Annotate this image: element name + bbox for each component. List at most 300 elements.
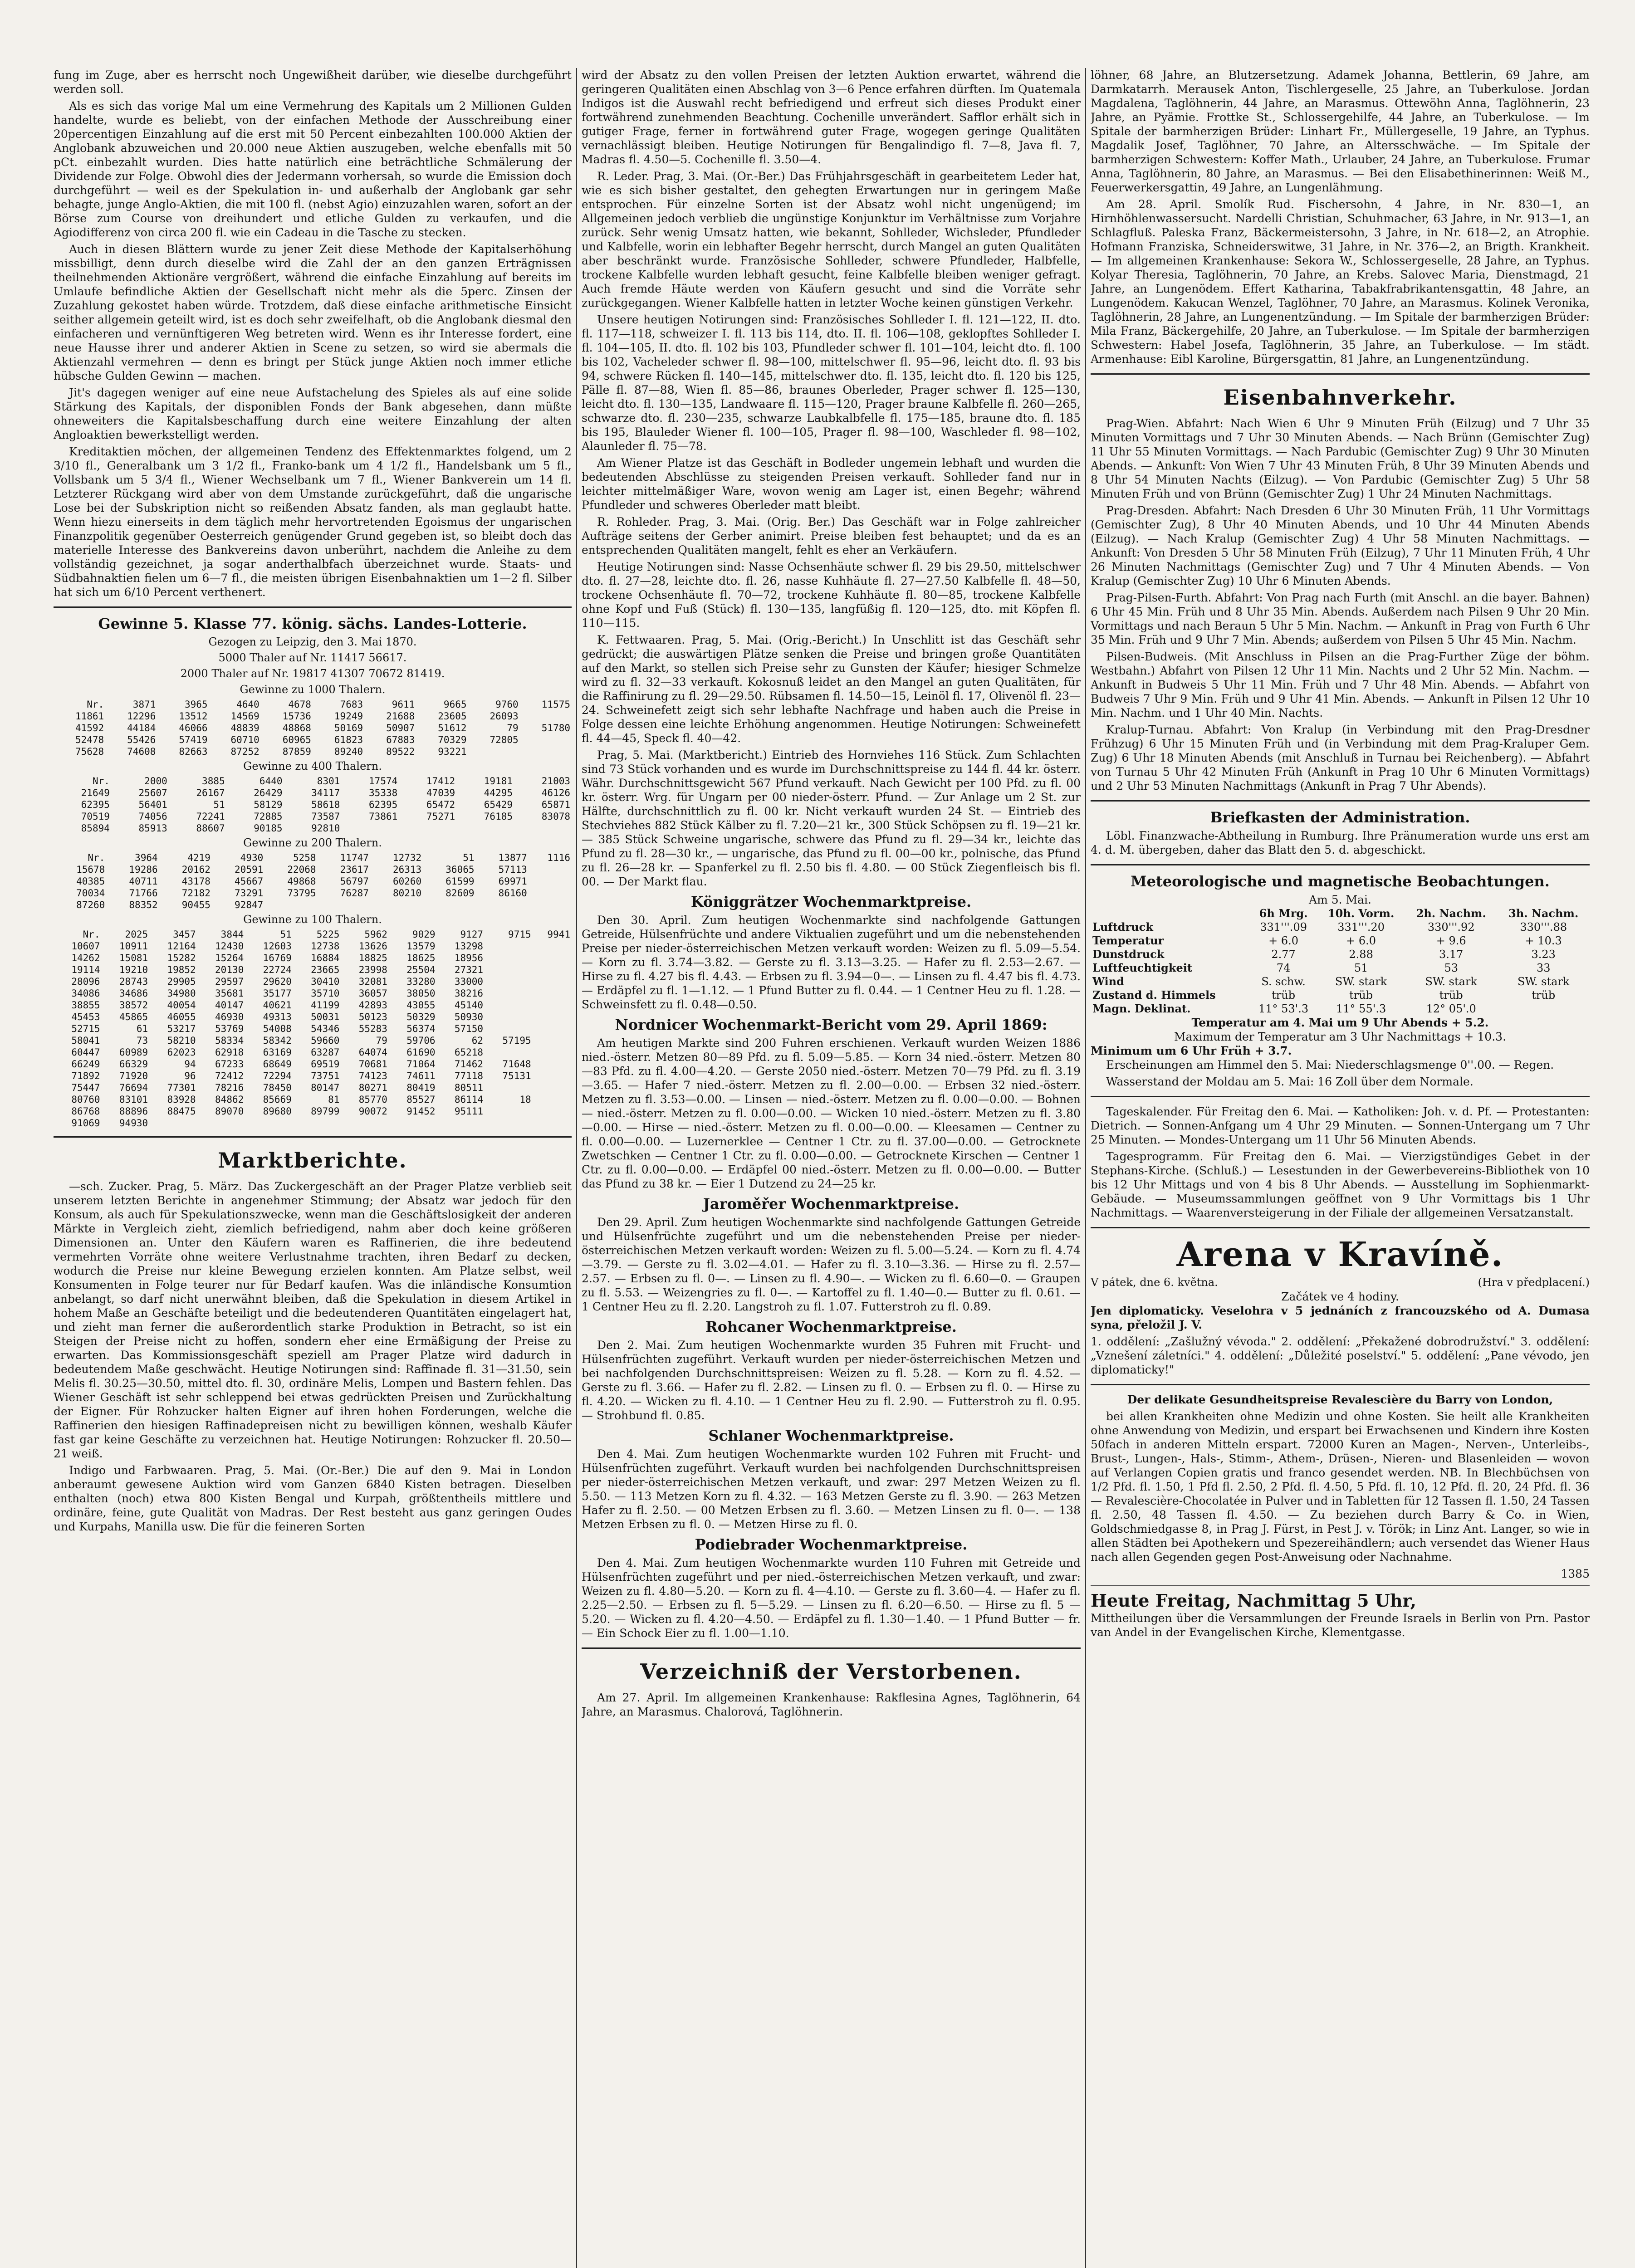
table-cell: 85913	[138, 823, 167, 834]
table-cell: 35710	[311, 988, 340, 999]
table-cell: 73587	[311, 811, 340, 822]
arena-play: Jen diplomaticky. Veselohra v 5 jednáních z francouzského od A. Dumasa syna, přeložil J. V.	[1091, 1304, 1590, 1331]
table-cell: 51780	[541, 723, 570, 733]
divider	[1091, 800, 1590, 802]
table-header-cell: 10h. Vorm.	[1327, 907, 1395, 920]
table-cell: 9760	[495, 699, 519, 710]
table-cell: 70519	[81, 811, 110, 822]
paragraph: Als es sich das vorige Mal um eine Vermehrung des Kapitals um 2 Millionen Gulden handelte, wurde es beliebt, von der einfachen Methode der Ausschreibung einer 20percentigen Einzahlung auf die erst mit 50 Percent einbezahlten 100.000 Aktien der Anglobank abzuweichen und 20.000 neue Aktien auszugeben, welche ebenfalls mit 50 pCt. einbezahlt wurden. Dies hatte natürlich eine beträchtliche Schmälerung der Dividende zur Folge. Obwohl dies der Jedermann vorhersah, so wurde die Emission doch durchgeführt — weil es der Spekulation in- und außerhalb der Anglobank gar sehr behagte, junge Anglo-Aktien, die mit 100 fl. (nebst Agio) einzuzahlen waren, sofort an der Börse zum Course von dreihundert und etliche Gulden zu verkaufen, und die Agiodifferenz von circa 200 fl. wie ein Cadeau in die Tasche zu stecken.	[54, 99, 572, 239]
table-cell: 53769	[215, 1023, 244, 1034]
lottery-table	[54, 775, 572, 834]
table-cell: 40711	[129, 876, 158, 887]
table-cell: 9665	[443, 699, 467, 710]
table-cell: 86768	[71, 1106, 100, 1117]
table-cell: 9029	[412, 929, 436, 940]
table-cell: Nr.	[87, 699, 104, 710]
table-cell: 69971	[498, 876, 527, 887]
table-cell: 80760	[71, 1094, 100, 1105]
ad-number: 1385	[1561, 1567, 1590, 1580]
table-cell: 94930	[119, 1118, 148, 1129]
table-cell: 26167	[196, 787, 225, 798]
table-cell: 19249	[334, 711, 363, 722]
table-row	[54, 1070, 572, 1082]
table-cell	[468, 746, 520, 758]
column-rule	[576, 68, 577, 2268]
table-cell: 81	[328, 1094, 340, 1105]
table-cell: 4930	[240, 852, 264, 863]
table-cell: 87260	[76, 899, 105, 910]
table-cell: 23605	[438, 711, 467, 722]
table-cell: 51	[213, 799, 225, 810]
table-cell: + 9.6	[1436, 934, 1466, 947]
table-cell: 36057	[358, 988, 387, 999]
table-row	[54, 1023, 572, 1035]
lottery-top: 2000 Thaler auf Nr. 19817 41307 70672 81419.	[180, 667, 445, 680]
table-cell: 72885	[254, 811, 283, 822]
table-row	[54, 1011, 572, 1023]
meteo-date: Am 5. Mai.	[1309, 893, 1371, 906]
table-cell: 74056	[138, 811, 167, 822]
table-cell: 50930	[454, 1012, 484, 1022]
table-cell: 80271	[358, 1082, 387, 1093]
ad-heute-text: Mittheilungen über die Versammlungen der Freunde Israels in Berlin von Prn. Pastor van Andel in der Evangelischen Kirche, Klementgasse.	[1091, 1612, 1590, 1639]
lottery-title: Gewinne 5. Klasse 77. könig. sächs. Landes-Lotterie.	[98, 615, 527, 632]
table-cell: 10607	[71, 941, 100, 952]
table-cell: 75447	[71, 1082, 100, 1093]
table-cell: 11° 55'.3	[1336, 1002, 1386, 1015]
table-cell: 79	[507, 723, 519, 733]
table-cell: 92810	[311, 823, 340, 834]
ad-heute-title: Heute Freitag, Nachmittag 5 Uhr,	[1091, 1590, 1417, 1611]
section-title-eisenbahn: Eisenbahnverkehr.	[1223, 385, 1457, 410]
table-cell: Nr.	[92, 776, 110, 787]
meteo-note: Maximum der Temperatur am 3 Uhr Nachmittags + 10.3.	[1174, 1030, 1507, 1043]
table-cell: 57195	[502, 1035, 531, 1046]
table-cell: 93221	[438, 746, 467, 757]
table-cell: Luftdruck	[1092, 920, 1153, 934]
table-cell: 15678	[76, 864, 105, 875]
table-cell: 60965	[282, 734, 311, 745]
table-cell: 13877	[498, 852, 527, 863]
table-cell: 28743	[119, 976, 148, 987]
table-cell: 2.77	[1271, 948, 1296, 961]
table-cell: 38572	[119, 1000, 148, 1011]
table-cell: 17574	[369, 776, 398, 787]
table-cell: 52478	[75, 734, 104, 745]
table-cell: 89799	[311, 1106, 340, 1117]
table-cell: 80511	[454, 1082, 484, 1093]
table-cell: Dunstdruck	[1092, 948, 1165, 961]
table-cell: 38855	[71, 1000, 100, 1011]
table-cell: 40054	[167, 1000, 196, 1011]
table-cell: Magn. Deklinat.	[1092, 1002, 1191, 1015]
table-cell: 2.88	[1349, 948, 1373, 961]
table-cell: 61823	[334, 734, 363, 745]
table-row	[1091, 1002, 1590, 1016]
table-cell: 26429	[254, 787, 283, 798]
table-row	[1091, 975, 1590, 988]
table-cell: 42893	[358, 1000, 387, 1011]
table-row	[54, 710, 572, 722]
table-row	[1091, 920, 1590, 934]
table-row	[54, 699, 572, 710]
table-cell: 2025	[125, 929, 148, 940]
table-cell: 73	[136, 1035, 148, 1046]
table-cell: 44295	[484, 787, 513, 798]
table-cell: 3964	[135, 852, 158, 863]
table-cell: 88896	[119, 1106, 148, 1117]
table-cell: 65429	[484, 799, 513, 810]
table-row	[1091, 988, 1590, 1002]
table-cell: 58334	[215, 1035, 244, 1046]
table-cell: 1116	[547, 852, 570, 863]
paragraph: Am 27. April. Im allgemeinen Krankenhause: Rakflesina Agnes, Taglöhnerin, 64 Jahre, an Marasmus. Chalorová, Taglöhnerin.	[582, 1691, 1081, 1718]
table-cell: 27321	[454, 964, 484, 975]
table-cell: 26093	[490, 711, 519, 722]
table-cell: 70034	[76, 888, 105, 899]
table-cell: 11747	[340, 852, 369, 863]
table-cell: 54008	[263, 1023, 292, 1034]
table-cell: 78450	[263, 1082, 292, 1093]
table-cell: 19852	[167, 964, 196, 975]
table-cell: 78216	[215, 1082, 244, 1093]
table-cell: 74611	[406, 1070, 436, 1081]
table-cell: 20591	[235, 864, 264, 875]
table-cell: 76185	[484, 811, 513, 822]
paragraph: Am Wiener Platze ist das Geschäft in Bodleder ungemein lebhaft und wurden die bedeutenden Abschlüsse zu steigenden Preisen verkauft. Sohlleder fand nur in leichter mittelmäßiger Ware, wovon wenig am Lager ist, einen Begehr; während Pfundleder und schweres Oberleder matt bleibt.	[582, 456, 1081, 512]
arena-start: Začátek ve 4 hodiny.	[1281, 1290, 1399, 1303]
table-row	[1091, 961, 1590, 975]
table-cell: 3965	[184, 699, 208, 710]
lottery-group: Gewinne zu 400 Thalern.	[243, 760, 382, 772]
lottery-group: Gewinne zu 100 Thalern.	[243, 913, 382, 926]
table-cell: 18	[519, 1094, 531, 1105]
table-cell: 68649	[263, 1059, 292, 1070]
table-cell: 28096	[71, 976, 100, 987]
table-cell: 13298	[454, 941, 484, 952]
table-cell: 34117	[311, 787, 340, 798]
table-cell: 75628	[75, 746, 104, 757]
paragraph: Auch in diesen Blättern wurde zu jener Zeit diese Methode der Kapitalserhöhung missbilligt, denn durch dieselbe wird die Zahl der an den ganzen Erträgnissen theilnehmenden Aktionäre vergrößert, während die einfache Einzahlung auf bereits im Umlaufe befindliche Aktien der Gesellschaft nicht mehr als die 5perc. Zinsen der Zuzahlung gekostet haben würde. Trotzdem, daß diese einfache arithmetische Einsicht seither allgemein geteilt wird, ist es doch sehr zweifelhaft, ob die Anglobank diesmal den einfacheren und vernünftigeren Weg betreten wird. Wenn es ihr Interesse fordert, eine neue Hausse ihrer und anderer Aktien in Scene zu setzen, so wird sie abermals die Aktienzahl vermehren — denn es bringt per Stück junge Aktien noch immer etliche hübsche Gulden Gewinn — machen.	[54, 243, 572, 382]
table-cell: 12738	[311, 941, 340, 952]
table-cell: 13626	[358, 941, 387, 952]
paragraph: Den 4. Mai. Zum heutigen Wochenmarkte wurden 110 Fuhren mit Getreide und Hülsenfrüchten zugeführt und per nied.-österreichischen Metzen verkauft, und zwar: Weizen zu fl. 4.80—5.20. — Korn zu fl. 4—4.10. — Gerste zu fl. 3.60—4. — Hafer zu fl. 2.25—2.50. — Erbsen zu fl. 5—5.29. — Linsen zu fl. 6.20—6.50. — Hirse zu fl. 5 — 5.20. — Wicken zu fl. 4.20—4.50. — Erdäpfel zu fl. 1.30—1.40. — 1 Pfund Butter — fr. — Ein Schock Eier zu fl. 1.00—1.10.	[582, 1556, 1081, 1640]
table-cell: 50169	[334, 723, 363, 733]
table-cell: Nr.	[88, 852, 105, 863]
table-cell: 89240	[334, 746, 363, 757]
paragraph: Den 2. Mai. Zum heutigen Wochenmarkte wurden 35 Fuhren mit Frucht- und Hülsenfrüchten zugeführt. Verkauft wurden per nieder-österreichischen Metzen und bei nachfolgenden Durchschnittspreisen: Weizen zu fl. 5.28. — Korn zu fl. 4.52. — Gerste zu fl. 3.66. — Hafer zu fl. 2.82. — Linsen zu fl. 0. — Erbsen zu fl. 0. — Hirse zu fl. 4.20. — Wicken zu fl. 4.10. — 1 Centner Heu zu fl. 2.90. — Futterstroh zu fl. 0.95. — Strohbund fl. 0.85.	[582, 1339, 1081, 1422]
table-cell: 45667	[235, 876, 264, 887]
table-cell: 22068	[287, 864, 316, 875]
table-cell: 55283	[358, 1023, 387, 1034]
table-cell: 62	[471, 1035, 484, 1046]
table-row	[54, 952, 572, 964]
table-cell: 56374	[406, 1023, 436, 1034]
paragraph: wird der Absatz zu den vollen Preisen der letzten Auktion erwartet, während die geringeren Qualitäten einen Abschlag von 3—6 Pence erfahren dürften. Im Quatemala Indigos ist die Auswahl recht befriedigend und erfreut sich dieses Produkt einer fortwährend zunehmenden Beachtung. Cochenille unverändert. Safflor erhält sich in gutiger Frage, ferner in fortwährend guter Frage, wogegen geringe Qualitäten vernachlässigt bleiben. Heutige Notirungen für Bengalindigo fl. 7—8, Java fl. 7, Madras fl. 4.50—5. Cochenille fl. 3.50—4.	[582, 68, 1081, 166]
table-cell: 25504	[406, 964, 436, 975]
table-cell: 11° 53'.3	[1258, 1002, 1309, 1015]
table-cell: 16769	[263, 953, 292, 963]
table-cell: trüb	[1272, 989, 1296, 1002]
table-row	[54, 864, 572, 875]
meteo-note: Minimum um 6 Uhr Früh + 3.7.	[1091, 1044, 1292, 1057]
table-cell: 22724	[263, 964, 292, 975]
paragraph: Prag-Pilsen-Furth. Abfahrt: Von Prag nach Furth (mit Anschl. an die bayer. Bahnen) 6 Uhr 45 Min. Früh und 8 Uhr 35 Min. Abends. Außerdem nach Pilsen 9 Uhr 20 Min. Vormittags und nach Beraun 5 Uhr 5 Min. Nachm. — Ankunft in Prag von Furth 6 Uhr 35 Min. Früh und 9 Uhr 7 Min. Abends; außerdem von Pilsen 5 Uhr 45 Min. Nachm.	[1091, 591, 1590, 646]
table-cell: 82609	[445, 888, 475, 899]
table-cell: 73751	[311, 1070, 340, 1081]
table-cell: 4640	[236, 699, 259, 710]
table-cell: 38050	[406, 988, 436, 999]
table-cell: 26313	[392, 864, 422, 875]
table-cell: 19210	[119, 964, 148, 975]
table-cell: 18625	[406, 953, 436, 963]
table-cell: 32081	[358, 976, 387, 987]
table-header-cell: 3h. Nachm.	[1508, 907, 1579, 920]
table-cell: 49313	[263, 1012, 292, 1022]
table-cell: 88352	[129, 899, 158, 910]
table-row	[54, 940, 572, 952]
table-cell: 72805	[490, 734, 519, 745]
table-cell: 3.23	[1531, 948, 1556, 961]
table-cell: 72241	[196, 811, 225, 822]
table-cell: 19286	[129, 864, 158, 875]
table-cell: 69519	[311, 1059, 340, 1070]
table-cell: 71766	[129, 888, 158, 899]
table-cell: 57419	[179, 734, 208, 745]
market-title: Jaroměřer Wochenmarktpreise.	[703, 1195, 959, 1212]
table-cell: 3844	[220, 929, 244, 940]
table-cell: Temperatur	[1092, 934, 1164, 947]
table-cell: 20162	[181, 864, 210, 875]
table-cell: 41199	[311, 1000, 340, 1011]
table-cell: 90072	[358, 1106, 387, 1117]
table-cell: 23617	[340, 864, 369, 875]
table-cell: 89680	[263, 1106, 292, 1117]
table-cell: 61690	[406, 1047, 436, 1058]
table-cell: SW. stark	[1425, 975, 1477, 988]
table-cell: 84862	[215, 1094, 244, 1105]
table-cell: trüb	[1532, 989, 1556, 1002]
lottery-table	[54, 852, 572, 911]
table-row	[54, 929, 572, 940]
table-cell: 60989	[119, 1047, 148, 1058]
table-row	[54, 746, 572, 758]
paragraph: Tageskalender. Für Freitag den 6. Mai. — Katholiken: Joh. v. d. Pf. — Protestanten: Dietrich. — Sonnen-Anfgang um 4 Uhr 29 Minuten. — Sonnen-Untergang um 7 Uhr 25 Minuten. — Mondes-Untergang um 11 Uhr 56 Minuten Abends.	[1091, 1105, 1590, 1146]
table-cell: 15282	[167, 953, 196, 963]
table-cell: 10911	[119, 941, 148, 952]
table-cell: 52715	[71, 1023, 100, 1034]
table-row	[54, 1058, 572, 1070]
table-cell: 62395	[81, 799, 110, 810]
table-cell: 63287	[311, 1047, 340, 1058]
table-cell: 29620	[263, 976, 292, 987]
table-cell: 91069	[71, 1118, 100, 1129]
table-cell: 3457	[173, 929, 196, 940]
paragraph: löhner, 68 Jahre, an Blutzersetzung. Adamek Johanna, Bettlerin, 69 Jahre, am Darmkatarrh. Merausek Anton, Tischlergeselle, 25 Jahre, an Tuberkulose. Jordan Magdalena, Taglöhnerin, 44 Jahre, an Marasmus. Ottewöhn Anna, Taglöhnerin, 23 Jahre, an Pyämie. Frottke St., Schlossergehilfe, 44 Jahre, an Tuberkulose. — Im Spitale der barmherzigen Brüder: Linhart Fr., Müllergeselle, 19 Jahre, an Typhus. Magdalik Josef, Taglöhner, 70 Jahre, an Altersschwäche. — Im Spitale der barmherzigen Schwestern: Koffer Math., Urlauber, 24 Jahre, an Tuberkulose. Frumar Anna, Taglöhnerin, 80 Jahre, an Marasmus. — Bei den Elisabethinerinnen: Weiß M., Feuerwerkersgattin, 49 Jahre, an Lungenlähmung.	[1091, 68, 1590, 194]
table-cell: 71920	[119, 1070, 148, 1081]
divider	[1091, 1585, 1590, 1586]
table-cell: 47039	[426, 787, 455, 798]
divider	[1091, 373, 1590, 375]
table-cell: 19181	[484, 776, 513, 787]
table-cell: 29597	[215, 976, 244, 987]
table-cell: 2000	[144, 776, 167, 787]
table-cell: 46066	[179, 723, 208, 733]
ad-title: Der delikate Gesundheitspreise Revalescière du Barry von London,	[1127, 1393, 1553, 1406]
market-title: Rohcaner Wochenmarktpreise.	[705, 1318, 957, 1335]
table-cell: 11861	[75, 711, 104, 722]
section-title-meteorologie: Meteorologische und magnetische Beobachtungen.	[1131, 873, 1550, 890]
arena-subline	[1091, 1276, 1590, 1290]
table-row	[54, 899, 572, 911]
table-cell: Zustand d. Himmels	[1092, 988, 1216, 1002]
table-cell: 83101	[119, 1094, 148, 1105]
meteo-body	[1091, 920, 1590, 1016]
table-cell: 35177	[263, 988, 292, 999]
table-cell: 96	[184, 1070, 196, 1081]
table-cell: 50329	[406, 1012, 436, 1022]
table-cell: 12430	[215, 941, 244, 952]
table-cell: 71892	[71, 1070, 100, 1081]
lottery-table	[54, 929, 572, 1129]
table-cell: 85527	[406, 1094, 436, 1105]
table-cell: 56797	[340, 876, 369, 887]
table-cell: 85669	[263, 1094, 292, 1105]
table-cell: 33280	[406, 976, 436, 987]
table-cell: 73291	[235, 888, 264, 899]
divider	[54, 606, 572, 608]
table-cell: 62023	[167, 1047, 196, 1058]
table-cell: 90185	[254, 823, 283, 834]
table-cell: 57150	[454, 1023, 484, 1034]
table-cell: 36065	[445, 864, 475, 875]
table-cell: + 6.0	[1268, 934, 1299, 947]
paragraph: Indigo und Farbwaaren. Prag, 5. Mai. (Or.-Ber.) Die auf den 9. Mai in London anberaumt gewesene Auktion wird vom Ganzen 6840 Kisten betragen. Dieselben enthalten (noch) etwa 800 Kisten Bengal und Kurpah, größtentheils mittlere und ordinäre, feine, gute Qualität von Madras. Der Rest besteht aus ganz geringen Oudes und Kurpahs, Manilla usw. Die für die feineren Sorten	[54, 1464, 572, 1533]
table-row	[54, 887, 572, 899]
table-cell: 62395	[369, 799, 398, 810]
table-cell: 34980	[167, 988, 196, 999]
table-cell: 91452	[406, 1106, 436, 1117]
section-title-marktberichte: Marktberichte.	[218, 1148, 407, 1173]
paragraph: K. Fettwaaren. Prag, 5. Mai. (Orig.-Bericht.) In Unschlitt ist das Geschäft sehr gedrückt; die auswärtigen Plätze senken die Preise und bringen große Quantitäten auf den Markt, so stellen sich Preise sehr zu Gunsten der Käufer; hiesiger Schmelze wird zu fl. 32—33 verkauft. Kokosnuß leidet an den Mangel an guten Qualitäten, für die Raffinirung zu fl. 29—29.50. Rübsamen fl. 14.50—15, Leinöl fl. 17, Olivenöl fl. 23—24. Schweinefett zeigt sich sehr lebhafte Nachfrage und haben auch die Preise in Folge dessen eine leichte Erhöhung angenommen. Heutige Notirungen: Schweinefett fl. 44—45, Speck fl. 40—42.	[582, 633, 1081, 745]
meteo-note: Erscheinungen am Himmel den 5. Mai: Niederschlagsmenge 0''.00. — Regen.	[1106, 1058, 1554, 1071]
table-cell: 87252	[230, 746, 259, 757]
table-cell: 40147	[215, 1000, 244, 1011]
table-row	[54, 775, 572, 787]
table-cell: 330'''.92	[1427, 921, 1475, 934]
table-cell: 71462	[454, 1059, 484, 1070]
paragraph: Pilsen-Budweis. (Mit Anschluss in Pilsen an die Prag-Further Züge der böhm. Westbahn.) Abfahrt von Pilsen 12 Uhr 11 Min. Nachts und 2 Uhr 52 Min. Nachm. — Ankunft in Budweis 5 Uhr 11 Min. Früh und 7 Uhr 48 Min. Abends. — Abfahrt von Budweis 7 Uhr 9 Min. Früh und 9 Uhr 41 Min. Abends. — Ankunft in Pilsen 12 Uhr 10 Min. Nachm. und 1 Uhr 40 Min. Nachts.	[1091, 650, 1590, 719]
table-cell: 12732	[392, 852, 422, 863]
table-row	[54, 999, 572, 1011]
table-cell: + 6.0	[1346, 934, 1376, 947]
paragraph: Den 30. April. Zum heutigen Wochenmarkte sind nachfolgende Gattungen Getreide, Hülsenfrüchte und andere Viktualien zugeführt und um die nebenstehenden Preise per nieder-österreichischen Metzen verkauft worden: Weizen zu fl. 5.09—5.54. — Korn zu fl. 3.74—3.82. — Gerste zu fl. 3.13—3.25. — Hafer zu fl. 2.53—2.67. — Hirse zu fl. 4.27 bis fl. 4.43. — Erbsen zu fl. 3.94—0—. — Linsen zu fl. 4.47 bis fl. 4.73. — Erdäpfel zu fl. 1—1.12. — 1 Pfund Butter zu fl. 0.44. — 1 Centner Heu zu fl. 1.28. — Schweinsfett zu fl. 0.48—0.50.	[582, 914, 1081, 1011]
market-title: Königgrätzer Wochenmarktpreise.	[690, 893, 972, 910]
table-cell: 12164	[167, 941, 196, 952]
table-cell: 74	[1276, 962, 1291, 974]
table-cell: 43055	[406, 1000, 436, 1011]
table-cell: 72182	[181, 888, 210, 899]
section-title-briefkasten: Briefkasten der Administration.	[1210, 809, 1470, 826]
table-cell: 23998	[358, 964, 387, 975]
arena-title: Arena v Kravíně.	[1176, 1235, 1504, 1274]
table-header-cell	[1091, 907, 1250, 920]
table-cell: 46055	[167, 1012, 196, 1022]
table-row	[54, 1046, 572, 1058]
paragraph: Heutige Notirungen sind: Nasse Ochsenhäute schwer fl. 29 bis 29.50, mittelschwer dto. fl. 27—28, leichte dto. fl. 26, nasse Kuhhäute fl. 27—27.50 Kalbfelle fl. 48—50, trockene Ochsenhäute fl. 70—72, trockene Kuhhäute fl. 80—85, trockene Kalbfelle ohne Kopf und Fuß (Stück) fl. 130—135, langfüßig fl. 120—125, dto. mit Köpfen fl. 110—115.	[582, 560, 1081, 630]
table-cell: 12603	[263, 941, 292, 952]
table-cell: trüb	[1439, 989, 1463, 1002]
lottery-group: Gewinne zu 200 Thalern.	[243, 836, 382, 849]
table-row	[1091, 934, 1590, 948]
paragraph: —sch. Zucker. Prag, 5. März. Das Zuckergeschäft an der Prager Platze verblieb seit unserem letzten Berichte in angenehmer Stimmung; der Absatz war jedoch für den Konsum, als auch für Spekulationszwecke, wenn man die Geschäftslosigkeit der anderen Märkte in Vergleich zieht, ziemlich befriedigend, nahm aber doch keine größeren Dimensionen an. Unter den Käufern waren es Raffinerien, die ihre bedeutend vermehrten Vorräte ohne weitere Verlustnahme trachten, ihren Bedarf zu decken, wodurch die Preise nur kleine Bewegung erzielen konnten. Am Platze selbst, weil Konsumenten in Folge teurer nur für Bedarf kaufen. Was die inländische Konsumtion anbelangt, so darf nicht unerwähnt bleiben, daß die Spekulation in diesem Artikel in hohem Maße an Geschäfte beteiligt und die bedeutenderen Quantitäten eingelagert hat, und zieht man ferner die außerordentlich starke Produktion in Betracht, so ist ein Steigen der Preise nicht zu hoffen, sondern eher eine Ermäßigung der Preise zu erwarten. Das Kommissionsgeschäft speziell am Prager Platze wird dadurch in bedeutendem Maße geschwächt. Heutige Notirungen sind: Raffinade fl. 31—31.50, sein Melis fl. 30.25—30.50, mittel dto. fl. 30, ordinäre Melis, Lompen und Bastern fehlen. Das Wiener Geschäft ist sehr schleppend bei etwas gedrückten Preisen und Zurückhaltung der Eigner. Für Rohzucker halten Eigner auf ihren hohen Forderungen, welche die Raffinerien den hiesigen Raffinadepreisen nicht zu bewilligen können, weshalb Käufer fast gar keine Geschäfte zu verzeichnen hat. Heutige Notirungen: Rohzucker fl. 20.50—21 weiß.	[54, 1180, 572, 1460]
table-cell: 5258	[293, 852, 316, 863]
table-cell: 20130	[215, 964, 244, 975]
table-cell: 86114	[454, 1094, 484, 1105]
table-cell: 89070	[215, 1106, 244, 1117]
table-row	[54, 787, 572, 799]
table-cell: 87859	[282, 746, 311, 757]
table-cell: 43178	[181, 876, 210, 887]
divider	[1091, 1227, 1590, 1228]
table-cell: 57113	[498, 864, 527, 875]
column-3	[1091, 68, 1590, 2268]
lottery-group: Gewinne zu 1000 Thalern.	[240, 683, 386, 696]
table-cell: 60447	[71, 1047, 100, 1058]
table-cell: 48868	[282, 723, 311, 733]
table-cell: 59660	[311, 1035, 340, 1046]
table-cell: 21649	[81, 787, 110, 798]
table-cell: 331'''.20	[1337, 921, 1385, 934]
table-cell: 11575	[541, 699, 570, 710]
paragraph: fung im Zuge, aber es herrscht noch Ungewißheit darüber, wie dieselbe durchgeführt werden soll.	[54, 68, 572, 96]
paragraph: Löbl. Finanzwache-Abtheilung in Rumburg. Ihre Pränumeration wurde uns erst am 4. d. M. übergeben, daher das Blatt den 5. d. abgeschickt.	[1091, 829, 1590, 856]
table-cell: 35338	[369, 787, 398, 798]
table-row	[54, 1094, 572, 1105]
table-cell: 63169	[263, 1047, 292, 1058]
meteo-header	[1091, 907, 1590, 920]
table-cell: 34086	[71, 988, 100, 999]
table-cell: 8301	[317, 776, 340, 787]
table-cell: 65871	[541, 799, 570, 810]
table-cell: 79	[376, 1035, 387, 1046]
table-cell: 60710	[230, 734, 259, 745]
meteo-note: Temperatur am 4. Mai um 9 Uhr Abends + 5.2.	[1191, 1016, 1489, 1029]
table-cell: 51612	[438, 723, 467, 733]
table-cell: 77118	[454, 1070, 484, 1081]
table-cell: 61	[136, 1023, 148, 1034]
paragraph: Unsere heutigen Notirungen sind: Französisches Sohlleder I. fl. 121—122, II. dto. fl. 117—118, schweizer I. fl. 113 bis 114, dto. II. fl. 106—108, geklopftes Sohlleder I. fl. 104—105, II. dto. fl. 102 bis 103, Pfundleder schwer fl. 101—104, leicht dto. fl. 100 bis 102, Vacheleder schwer fl. 98—100, mittelschwer fl. 95—96, leicht dto. fl. 93 bis 94, schwere Rücken fl. 140—145, mittelschwer dto. fl. 135, leicht dto. fl. 120 bis 125, Pälle fl. 87—88, Wien fl. 85—86, braunes Oberleder, Prager schwer fl. 125—130, leicht dto. fl. 130—135, Landwaare fl. 115—120, Prager braune Kalbfelle fl. 260—265, schwarze dto. fl. 230—235, schwarze Laubkalbfelle fl. 175—185, braune dto. fl. 185 bis 195, Blauleder Wiener fl. 100—105, Prager fl. 98—100, Waschleder fl. 98—102, Alaunleder fl. 75—78.	[582, 313, 1081, 453]
table-cell: 38216	[454, 988, 484, 999]
table-cell: 51	[463, 852, 475, 863]
table-cell: 40385	[76, 876, 105, 887]
table-cell: 330'''.88	[1520, 921, 1567, 934]
paragraph: Den 29. April. Zum heutigen Wochenmarkte sind nachfolgende Gattungen Getreide und Hülsenfrüchte zugeführt und um die nebenstehenden Preise per nieder-österreichischen Metzen verkauft worden: Weizen zu fl. 5.00—5.24. — Korn zu fl. 4.74—3.79. — Gerste zu fl. 3.02—4.01. — Hafer zu fl. 3.10—3.36. — Hirse zu fl. 2.57—2.57. — Erbsen zu fl. 0—. — Linsen zu fl. 4.90—. — Wicken zu fl. 6.60—0. — Graupen zu fl. 5.53. — Weizengries zu fl. 0—. — Kartoffel zu fl. 1.40—0.— Butter zu fl. 0.61. — 1 Centner Heu zu fl. 2.20. Langstroh zu fl. 1.07. Futterstroh zu fl. 0.89.	[582, 1216, 1081, 1313]
table-cell: 21003	[541, 776, 570, 787]
divider	[1091, 1096, 1590, 1097]
table-row	[54, 987, 572, 999]
table-cell: 50907	[386, 723, 415, 733]
table-row	[54, 822, 572, 834]
table-row	[54, 1035, 572, 1046]
paragraph: Prag, 5. Mai. (Marktbericht.) Eintrieb des Hornviehes 116 Stück. Zum Schlachten sind 73 Stück vorhanden und es wurde im Durchschnittspreise zu 144 fl. 44 kr. österr. Währ. Durchschnittsgewicht 567 Pfund verkauft. Nach Gewicht per 100 Pfd. zu fl. 00 kr. österr. Wrg. für Ungarn per 00 nieder-österr. Pfund. — Zur Anlage um 2 St. zur Hälfte, durchschnittlich zu fl. 00 kr. Nicht verkauft wurden 24 St. — Eintrieb des Stechviehes 882 Stück Kälber zu fl. 7.20—21 kr., 300 Stück Schöpsen zu fl. 19—21 kr. — 385 Stück Schweine ungarische, schwere das Pfund zu fl. 29—34 kr., leichte das Pfund zu fl. 28—30 kr., — ungarische, das Pfund zu fl. 00—00 kr., polnische, das Pfund zu fl. 26—28 kr. — Spanferkel zu fl. 2.50 bis fl. 4.80. — 00 Stück Ziegenfleisch bis fl. 00. — Der Markt flau.	[582, 748, 1081, 888]
table-cell: 74608	[127, 746, 156, 757]
table-cell: 58041	[71, 1035, 100, 1046]
ad-text: bei allen Krankheiten ohne Medizin und ohne Kosten. Sie heilt alle Krankheiten ohne Anwendung von Medizin, und erspart bei Erwachsenen und Kindern ihre Kosten 50fach in anderen Mitteln erspart. 72000 Kuren an Magen-, Nerven-, Unterleibs-, Brust-, Lungen-, Hals-, Stimm-, Athem-, Drüsen-, Nieren- und Blasenleiden — wovon auf Verlangen Copien gratis und franco gesendet werden. NB. In Blechbüchsen von 1/2 Pfd. fl. 1.50, 1 Pfd fl. 2.50, 2 Pfd. fl. 4.50, 5 Pfd. fl. 10, 12 Pfd. fl. 20, 24 Pfd. fl. 36 — Revalescière-Chocolatée in Pulver und in Tabletten für 12 Tassen fl. 1.50, 24 Tassen fl. 2.50, 48 Tassen fl. 4.50. — Zu beziehen durch Barry & Co. in Wien, Goldschmiedgasse 8, in Prag J. Fürst, in Pest J. v. Török; in Linz Ant. Langer, so wie in allen Städten bei Apothekern und Spezereihändlern; auch versendet das Wiener Haus nach allen Gegenden gegen Post-Anweisung oder Nachnahme.	[1091, 1410, 1590, 1564]
table-cell: 65472	[426, 799, 455, 810]
table-cell: 53	[1444, 962, 1458, 974]
table-cell: 94	[184, 1059, 196, 1070]
